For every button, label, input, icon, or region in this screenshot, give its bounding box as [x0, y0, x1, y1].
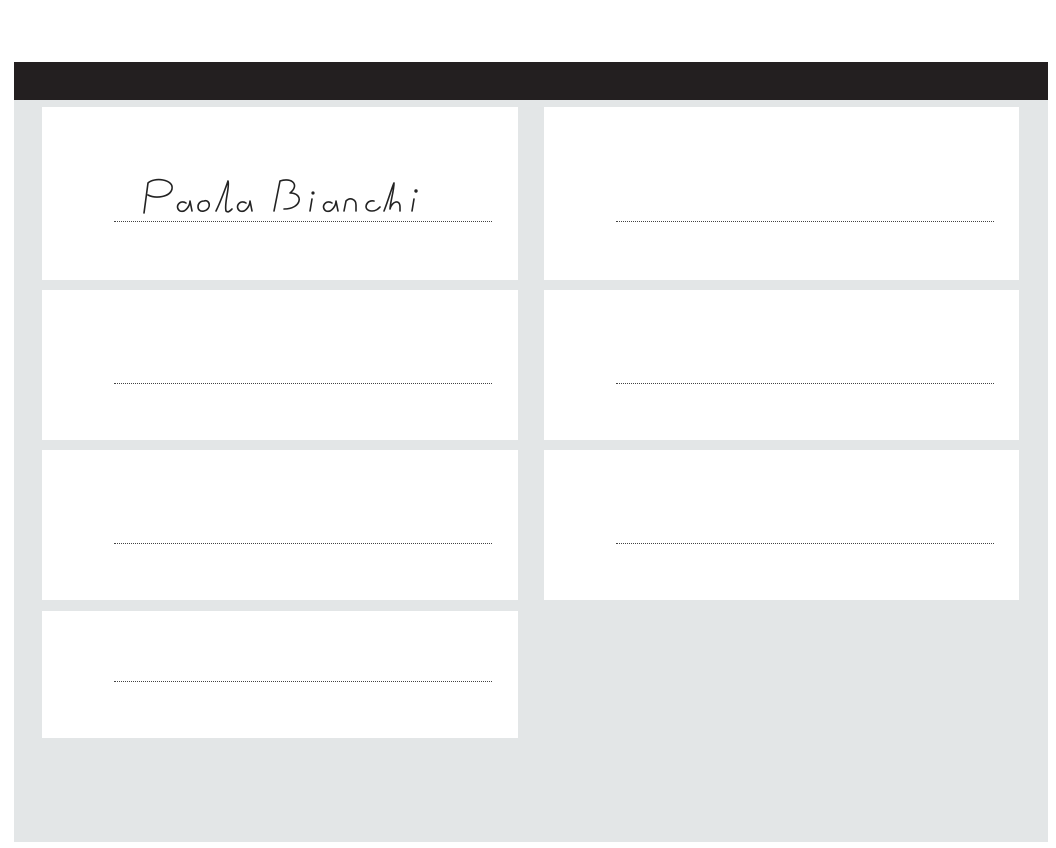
panel-associazioni-sportive — [544, 450, 1019, 600]
firma-signature-line[interactable] — [114, 383, 492, 384]
firma-signature-line[interactable] — [616, 543, 994, 544]
panel-attivita-sociali-comune — [42, 450, 518, 600]
panel-beni-culturali — [544, 290, 1019, 440]
panel-ricerca-sanitaria — [42, 290, 518, 440]
firma-signature-line[interactable] — [114, 681, 492, 682]
firma-signature-line[interactable] — [114, 221, 492, 222]
firma-signature-line[interactable] — [616, 383, 994, 384]
codice-fiscale-row — [14, 14, 24, 40]
section-header — [14, 62, 1048, 100]
firma-signature-line[interactable] — [616, 221, 994, 222]
signature — [134, 173, 454, 219]
panel-terzo-settore — [42, 107, 518, 280]
firma-signature-line[interactable] — [114, 543, 492, 544]
panel-aree-protette — [42, 611, 518, 738]
panel-ricerca-scientifica — [544, 107, 1019, 280]
